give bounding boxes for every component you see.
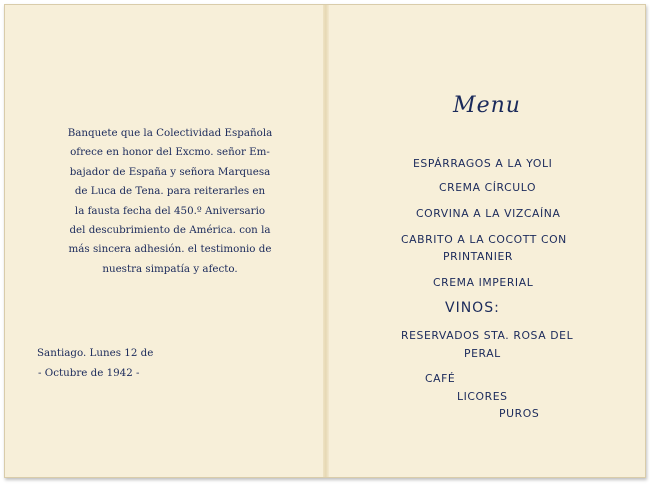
menu-item: CREMA IMPERIAL [433, 276, 534, 289]
place-date-line: Santiago. Lunes 12 de [37, 347, 154, 359]
menu-item: ESPÁRRAGOS A LA YOLI [413, 157, 553, 170]
place-date [37, 344, 153, 383]
left-panel [5, 5, 323, 477]
dedication-line: del descubrimiento de América. con la [69, 224, 271, 237]
menu-item: CORVINA A LA VIZCAÍNA [416, 207, 561, 220]
place-date-line: - Octubre de 1942 - [38, 366, 140, 379]
dedication-line: bajador de España y señora Marquesa [69, 165, 271, 178]
dedication-line: más sincera adhesión. el testimonio de [68, 243, 272, 256]
dedication-line: ofrece en honor del Excmo. señor Em- [70, 146, 270, 159]
wines-heading: VINOS: [445, 300, 500, 316]
menu-item: LICORES [457, 390, 508, 403]
right-panel [329, 5, 645, 477]
menu-item: PRINTANIER [443, 250, 514, 263]
menu-title: Menu [453, 93, 521, 118]
wine-item: RESERVADOS STA. ROSA DEL [401, 329, 574, 342]
menu-item: CREMA CÍRCULO [439, 181, 537, 194]
menu-card [4, 4, 646, 478]
dedication-line: de Luca de Tena. para reiterarles en [74, 185, 266, 198]
dedication-line: Banquete que la Colectividad Española [67, 127, 273, 139]
wine-item: PERAL [464, 347, 501, 360]
menu-item: CABRITO A LA COCOTT CON [401, 233, 567, 246]
menu-item: PUROS [499, 407, 540, 420]
dedication-line: nuestra simpatía y afecto. [102, 262, 238, 275]
dedication-line: la fausta fecha del 450.º Aniversario [74, 204, 266, 217]
dedication-text [35, 124, 305, 279]
menu-item: CAFÉ [425, 372, 456, 385]
